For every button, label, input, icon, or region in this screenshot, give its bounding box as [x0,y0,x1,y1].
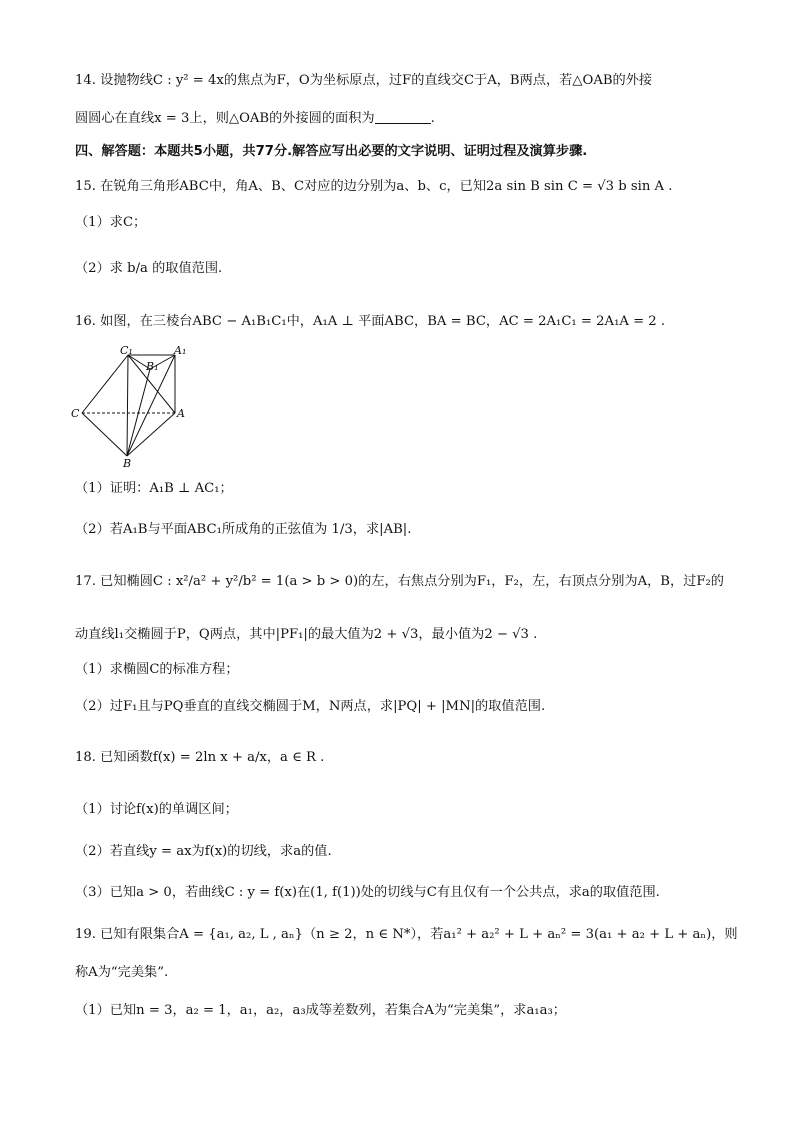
q16-stem: 16. 如图，在三棱台ABC − A₁B₁C₁中，A₁A ⊥ 平面ABC，BA = BC，AC = 2A₁C₁ = 2A₁A = 2 . [75,314,666,329]
frustum-figure [70,343,195,468]
label-b1: B₁ [146,360,159,373]
q17-part1: （1）求椭圆C的标准方程； [75,662,239,677]
label-a: A [177,407,185,420]
q18-part1: （1）讨论f(x)的单调区间； [75,802,238,817]
edge-cb [82,413,127,456]
q15-part1: （1）求C； [75,215,147,230]
label-c1: C₁ [120,344,133,357]
label-b: B [123,457,132,468]
edge-c1b [127,355,128,456]
edge-ba [127,413,175,456]
q14-line2-end: . [430,111,435,126]
q15-stem: 15. 在锐角三角形ABC中，角A、B、C对应的边分别为a、b、c，已知2a sin B sin C = √3 b sin A . [75,179,673,194]
q17-stem1: 17. 已知椭圆C : x²/a² + y²/b² = 1(a > b > 0)的左，右焦点分别为F₁，F₂，左，右顶点分别为A，B，过F₂的 [75,574,724,589]
q18-stem: 18. 已知函数f(x) = 2ln x + a/x，a ∈ R . [75,750,325,765]
edge-cc1 [82,355,128,413]
q16-part1: （1）证明：A₁B ⊥ AC₁； [75,481,233,496]
q19-stem1: 19. 已知有限集合A = {a₁, a₂, L , aₙ}（n ≥ 2，n ∈ N*），若a₁² + a₂² + L + aₙ² = 3(a₁ + a₂ + L + aₙ)，则 [75,927,738,942]
q14-line1: 14. 设抛物线C : y² = 4x的焦点为F，O为坐标原点，过F的直线交C于A，B两点，若△OAB的外接 [75,73,653,88]
q18-part3: （3）已知a > 0，若曲线C : y = f(x)在(1, f(1))处的切线与C有且仅有一个公共点，求a的取值范围. [75,885,660,900]
section-title: 四、解答题：本题共5小题，共77分.解答应写出必要的文字说明、证明过程及演算步骤. [75,144,588,159]
q18-part2: （2）若直线y = ax为f(x)的切线，求a的值. [75,844,332,859]
answer-blank [375,109,431,124]
q16-part2: （2）若A₁B与平面ABC₁所成角的正弦值为 1/3，求|AB|. [75,522,412,537]
q14-line2 [75,109,734,128]
q17-part2: （2）过F₁且与PQ垂直的直线交椭圆于M，N两点，求|PQ| + |MN|的取值范围. [75,699,546,714]
label-c: C [71,407,80,420]
q14-line2-text: 圆圆心在直线x = 3上，则△OAB的外接圆的面积为 [75,111,375,126]
q19-part1: （1）已知n = 3，a₂ = 1，a₁，a₂，a₃成等差数列，若集合A为“完美集”，求a₁a₃； [75,1003,566,1018]
q17-stem2: 动直线l₁交椭圆于P，Q两点，其中|PF₁|的最大值为2 + √3，最小值为2 − √3 . [75,627,538,642]
q15-part2: （2）求 b/a 的取值范围. [75,261,223,276]
label-a1: A₁ [174,344,187,357]
q19-stem2: 称A为“完美集”. [75,965,169,980]
